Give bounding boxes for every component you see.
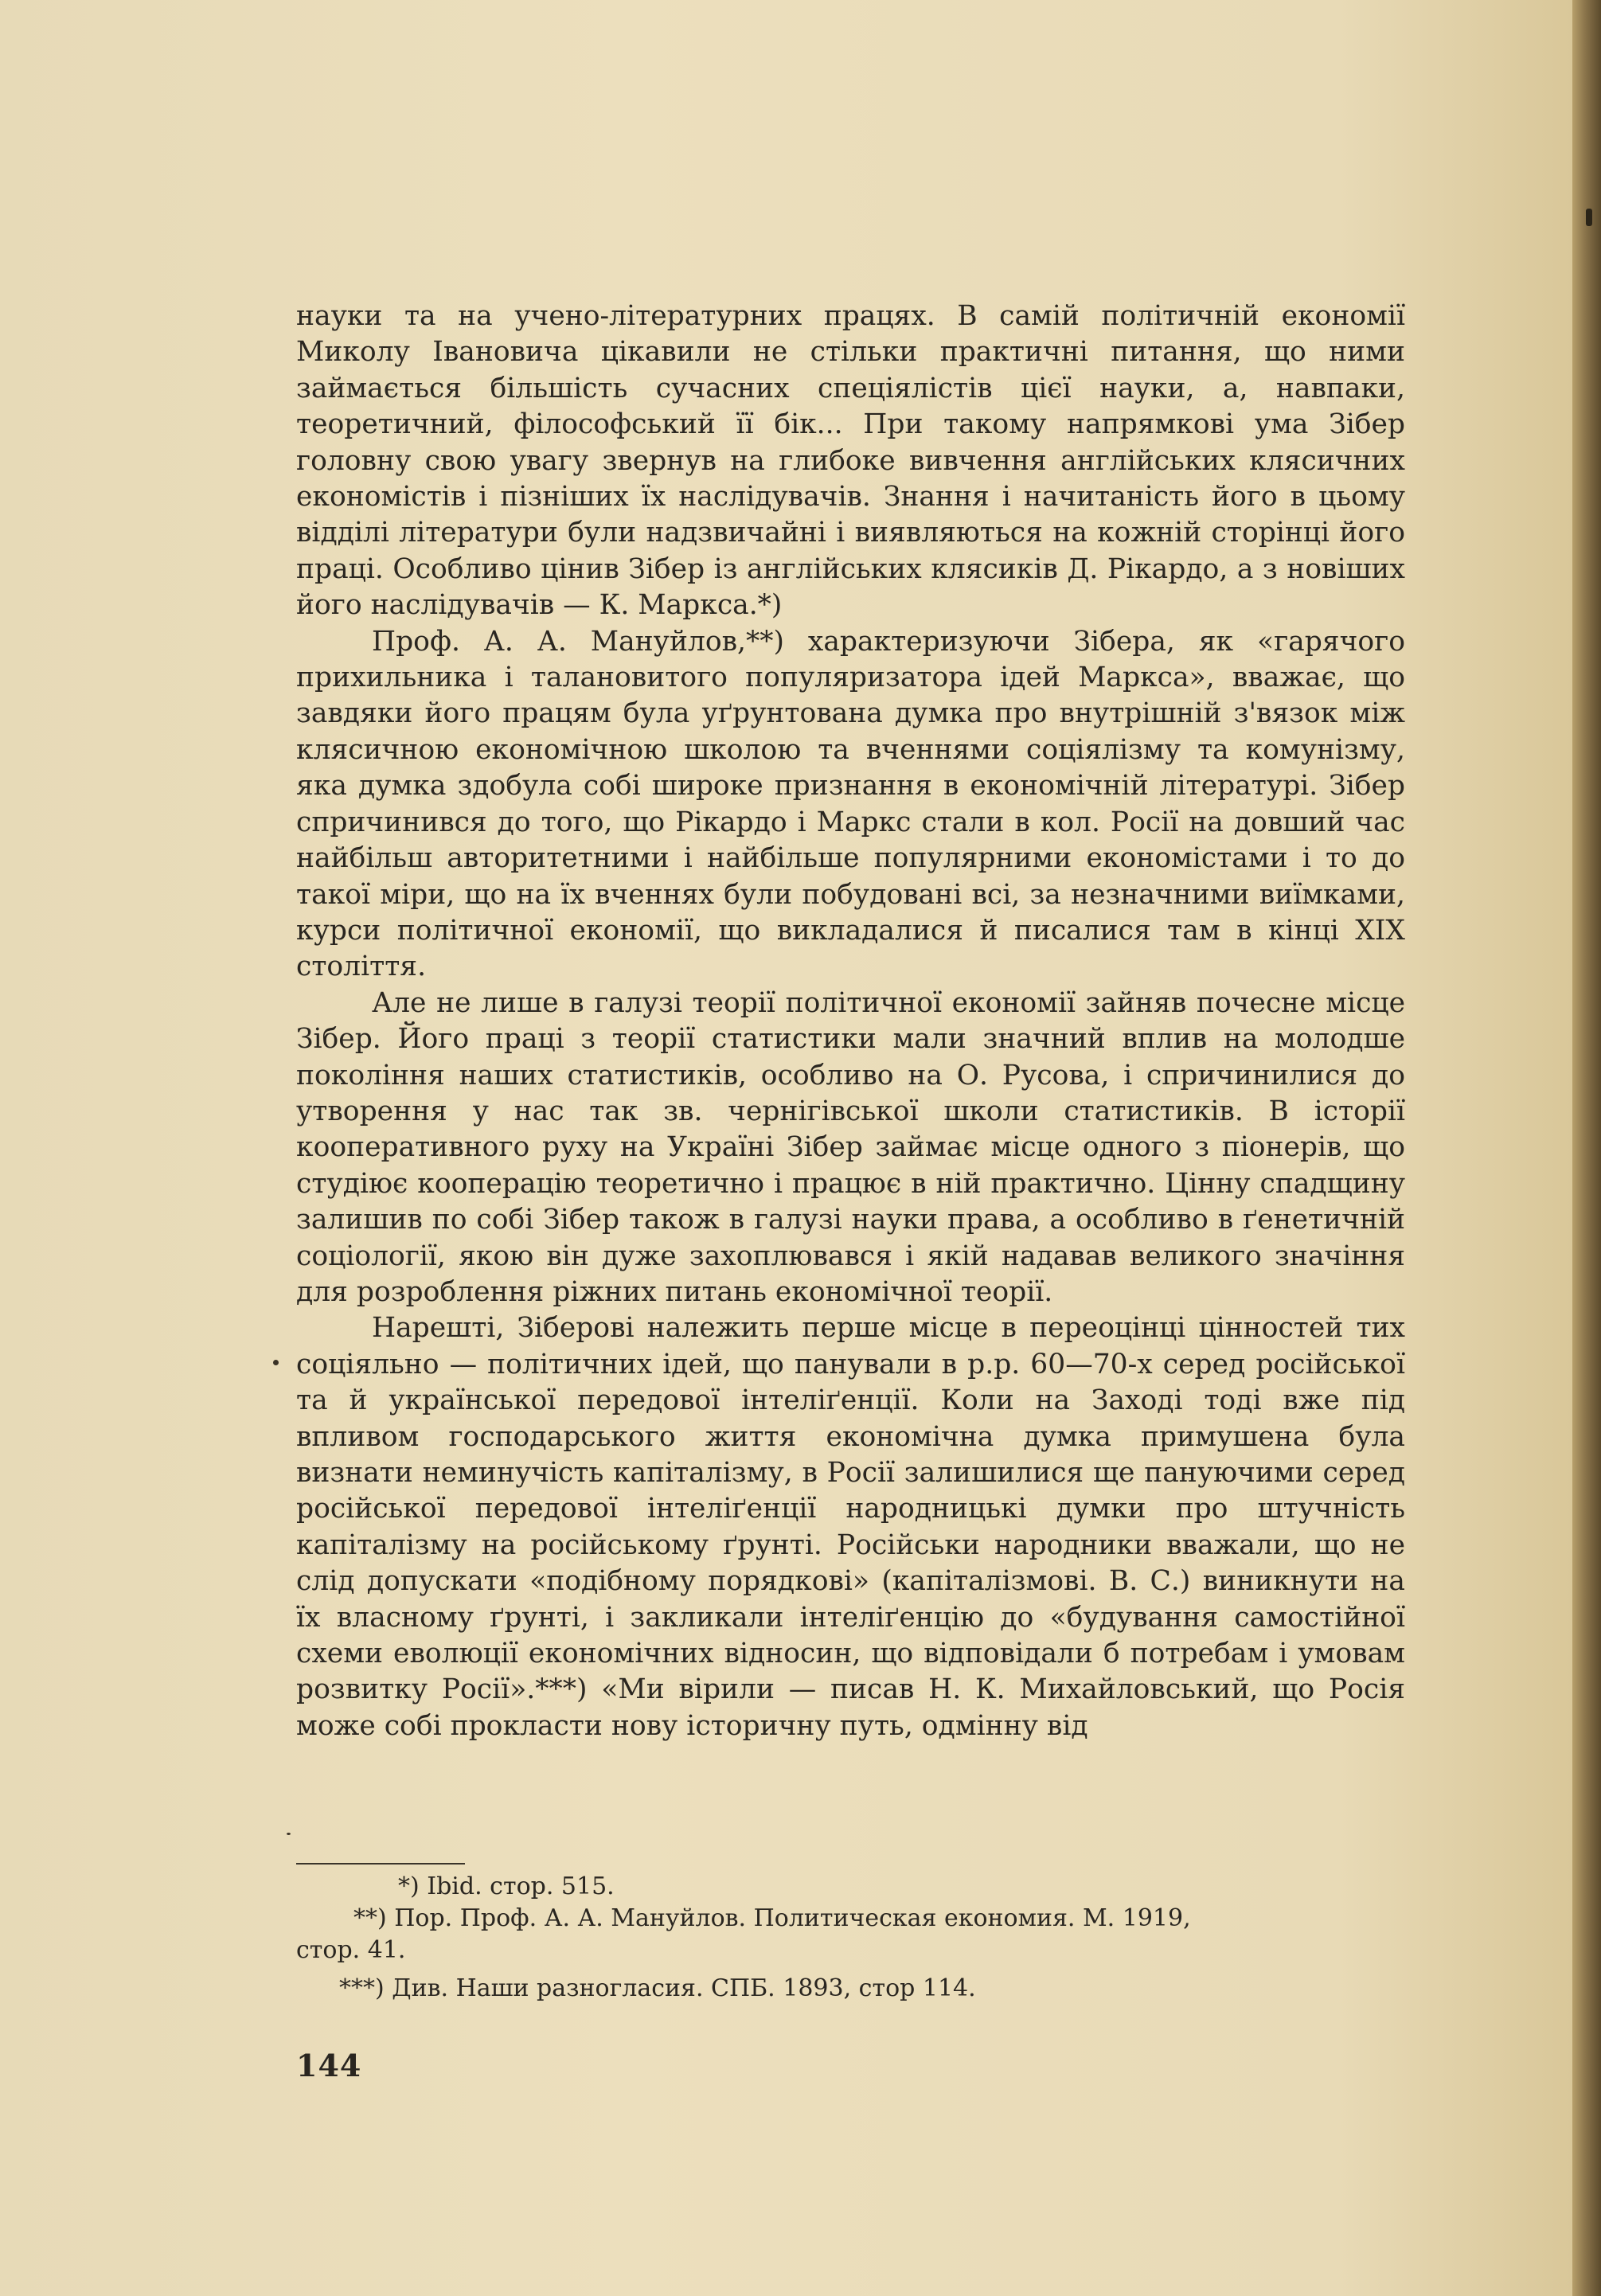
binding-gutter (1572, 0, 1601, 2296)
page-number: 144 (296, 2048, 362, 2083)
paragraph-2: Проф. А. А. Мануйлов,**) характеризуючи Зібера, як «гарячого прихильника і талановитого популяризатора ідей Маркса», вважає, що завдяки його працям була уґрунтована думка про внутрішній з'вязок між клясичною економічною школою та вченнями соціялізму та комунізму, яка думка здобула собі широке признання в економічній літературі. Зібер спричинився до того, що Рікардо і Маркс стали в кол. Росії на довший час найбільш авторитетними і найбільше популярними економістами і то до такої міри, що на їх вченнях були побудовані всі, за незначними виїмками, курси політичної економії, що викладалися й писалися там в кінці XIX століття. (296, 625, 1405, 983)
footnote-2 (296, 1903, 1405, 1966)
footnote-2-line-1: **) Пор. Проф. А. А. Мануйлов. Политическая економия. М. 1919, (353, 1904, 1191, 1932)
paragraph-3: Але не лише в галузі теорії політичної економії зайняв почесне місце Зібер. Його праці з теорії статистики мали значний вплив на молодше покоління наших статистиків, особливо на О. Русова, і спричинилися до утворення у нас так зв. чернігівської школи статистиків. В історії кооперативного руху на Україні Зібер займає місце одного з піонерів, що студіює кооперацію теоретично і працює в ній практично. Цінну спадщину залишив по собі Зібер також в галузі науки права, а особливо в ґенетичній соціології, якою він дуже захоплювався і якій надавав великого значіння для розроблення ріжних питань економічної теорії. (296, 986, 1405, 1308)
footnote-1: *) Ibid. стор. 515. (398, 1872, 615, 1900)
paragraph-1: науки та на учено-літературних працях. В самій політичній економії Миколу Івановича цікавили не стільки практичні питання, що ними займається більшість сучасних спеціялістів цієї науки, а, навпаки, теоретичний, філософський її бік... При такому напрямкові ума Зібер головну свою увагу звернув на глибоке вивчення англійських клясичних економістів і пізніших їх наслідувачів. Знання і начитаність його в цьому відділі літератури були надзвичайні і виявляються на кожній сторінці його праці. Особливо цінив Зібер із англійських клясиків Д. Рікардо, а з новіших його наслідувачів — К. Маркса.*) (296, 300, 1405, 622)
ink-speck (287, 1833, 291, 1835)
footnote-separator (296, 1863, 465, 1865)
ink-speck (273, 1360, 279, 1365)
footnotes (296, 1871, 1405, 2005)
footnote-2-line-2: стор. 41. (296, 1936, 406, 1964)
paragraph-4: Нарешті, Зіберові належить перше місце в переоцінці цінностей тих соціяльно — політичних ідей, що панували в р.р. 60—70-х серед російської та й української передової інтеліґенції. Коли на Заході тоді вже під впливом господарського життя економічна думка примушена була визнати неминучість капіталізму, в Росії залишилися ще пануючими серед російської передової інтеліґенції народницькі думки про штучність капіталізму на російському ґрунті. Російськи народники вважали, що не слід допускати «подібному порядкові» (капіталізмові. В. С.) виникнути на їх власному ґрунті, і закликали інтеліґенцію до «будування самостійної схеми еволюції економічних відносин, що відповідали б потребам і умовам розвитку Росії».***) «Ми вірили — писав Н. К. Михайловський, що Росія може собі прокласти нову історичну путь, одмінну від (296, 1312, 1405, 1742)
main-text (296, 299, 1405, 1744)
binding-mark (1586, 209, 1592, 226)
footnote-3: ***) Див. Наши разногласия. СПБ. 1893, стор 114. (339, 1974, 976, 2002)
